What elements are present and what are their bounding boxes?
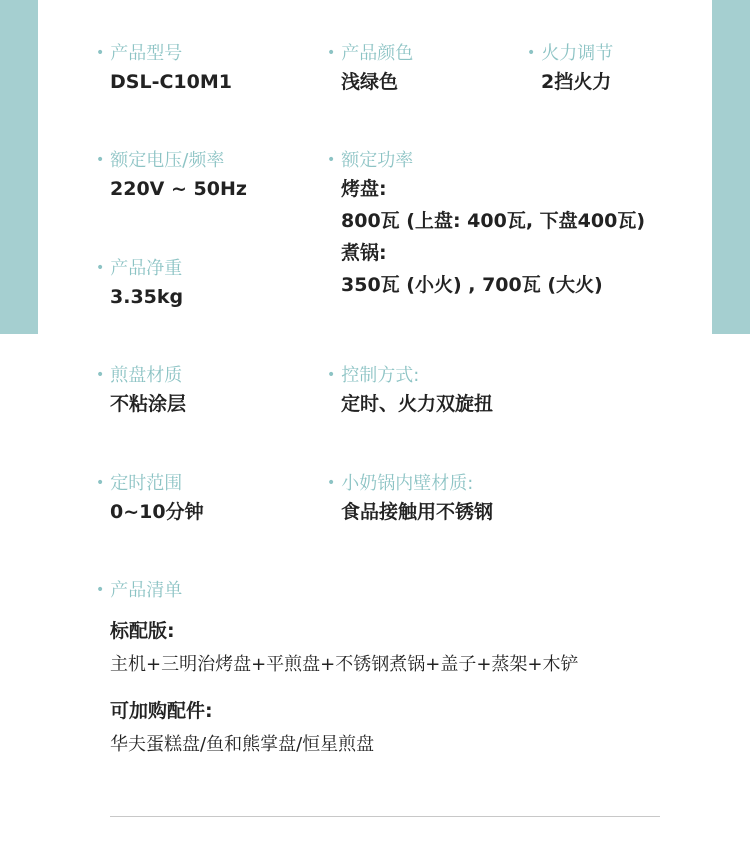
spec-power-line: 煮锅: bbox=[341, 242, 387, 264]
spec-control bbox=[327, 363, 493, 420]
spec-model-value: DSL-C10M1 bbox=[110, 71, 232, 93]
bullet-icon: • bbox=[96, 582, 105, 598]
spec-plate bbox=[96, 363, 186, 420]
spec-voltage-value: 220V ~ 50Hz bbox=[110, 178, 247, 200]
spec-heat-value: 2挡火力 bbox=[541, 71, 612, 93]
spec-plate-value: 不粘涂层 bbox=[110, 393, 187, 415]
bullet-icon: • bbox=[96, 367, 105, 383]
spec-control-value: 定时、火力双旋扭 bbox=[341, 393, 494, 415]
standard-items: 主机+三明治烤盘+平煎盘+不锈钢煮锅+盖子+蒸架+木铲 bbox=[110, 654, 579, 675]
spec-power bbox=[327, 148, 645, 301]
bullet-icon: • bbox=[96, 260, 105, 276]
bullet-icon: • bbox=[96, 45, 105, 61]
spec-power-line: 350瓦 (小火) , 700瓦 (大火) bbox=[341, 274, 603, 296]
optional-items: 华夫蛋糕盘/鱼和熊掌盘/恒星煎盘 bbox=[110, 734, 375, 755]
bullet-icon: • bbox=[96, 475, 105, 491]
bottom-divider bbox=[110, 816, 660, 817]
spec-color bbox=[327, 41, 413, 98]
spec-heat-label: • 火力调节 bbox=[527, 43, 614, 64]
spec-color-label: • 产品颜色 bbox=[327, 43, 414, 64]
spec-model bbox=[96, 41, 232, 98]
spec-plate-label: • 煎盘材质 bbox=[96, 365, 183, 386]
spec-control-label: • 控制方式: bbox=[327, 365, 420, 386]
spec-weight-value: 3.35kg bbox=[110, 286, 184, 308]
bullet-icon: • bbox=[96, 152, 105, 168]
spec-weight bbox=[96, 256, 183, 313]
spec-timer-label: • 定时范围 bbox=[96, 473, 183, 494]
spec-list-label: • 产品清单 bbox=[96, 580, 183, 601]
spec-voltage bbox=[96, 148, 247, 205]
spec-heat bbox=[527, 41, 613, 98]
bullet-icon: • bbox=[327, 367, 336, 383]
bullet-icon: • bbox=[327, 45, 336, 61]
spec-list bbox=[96, 578, 579, 761]
spec-color-value: 浅绿色 bbox=[341, 71, 399, 93]
standard-title: 标配版: bbox=[110, 620, 175, 642]
bullet-icon: • bbox=[327, 152, 336, 168]
spec-voltage-label: • 额定电压/频率 bbox=[96, 150, 225, 171]
spec-weight-label: • 产品净重 bbox=[96, 258, 183, 279]
left-accent-bar bbox=[0, 0, 38, 334]
spec-power-label: • 额定功率 bbox=[327, 150, 414, 171]
spec-power-line: 烤盘: bbox=[341, 178, 387, 200]
spec-pot bbox=[327, 471, 493, 528]
spec-timer-value: 0~10分钟 bbox=[110, 501, 204, 523]
spec-model-label: • 产品型号 bbox=[96, 43, 183, 64]
spec-pot-value: 食品接触用不锈钢 bbox=[341, 501, 494, 523]
right-accent-bar bbox=[712, 0, 750, 334]
spec-timer bbox=[96, 471, 204, 528]
optional-title: 可加购配件: bbox=[110, 700, 213, 722]
bullet-icon: • bbox=[327, 475, 336, 491]
bullet-icon: • bbox=[527, 45, 536, 61]
spec-power-line: 800瓦 (上盘: 400瓦, 下盘400瓦) bbox=[341, 210, 646, 232]
spec-pot-label: • 小奶锅内壁材质: bbox=[327, 473, 474, 494]
